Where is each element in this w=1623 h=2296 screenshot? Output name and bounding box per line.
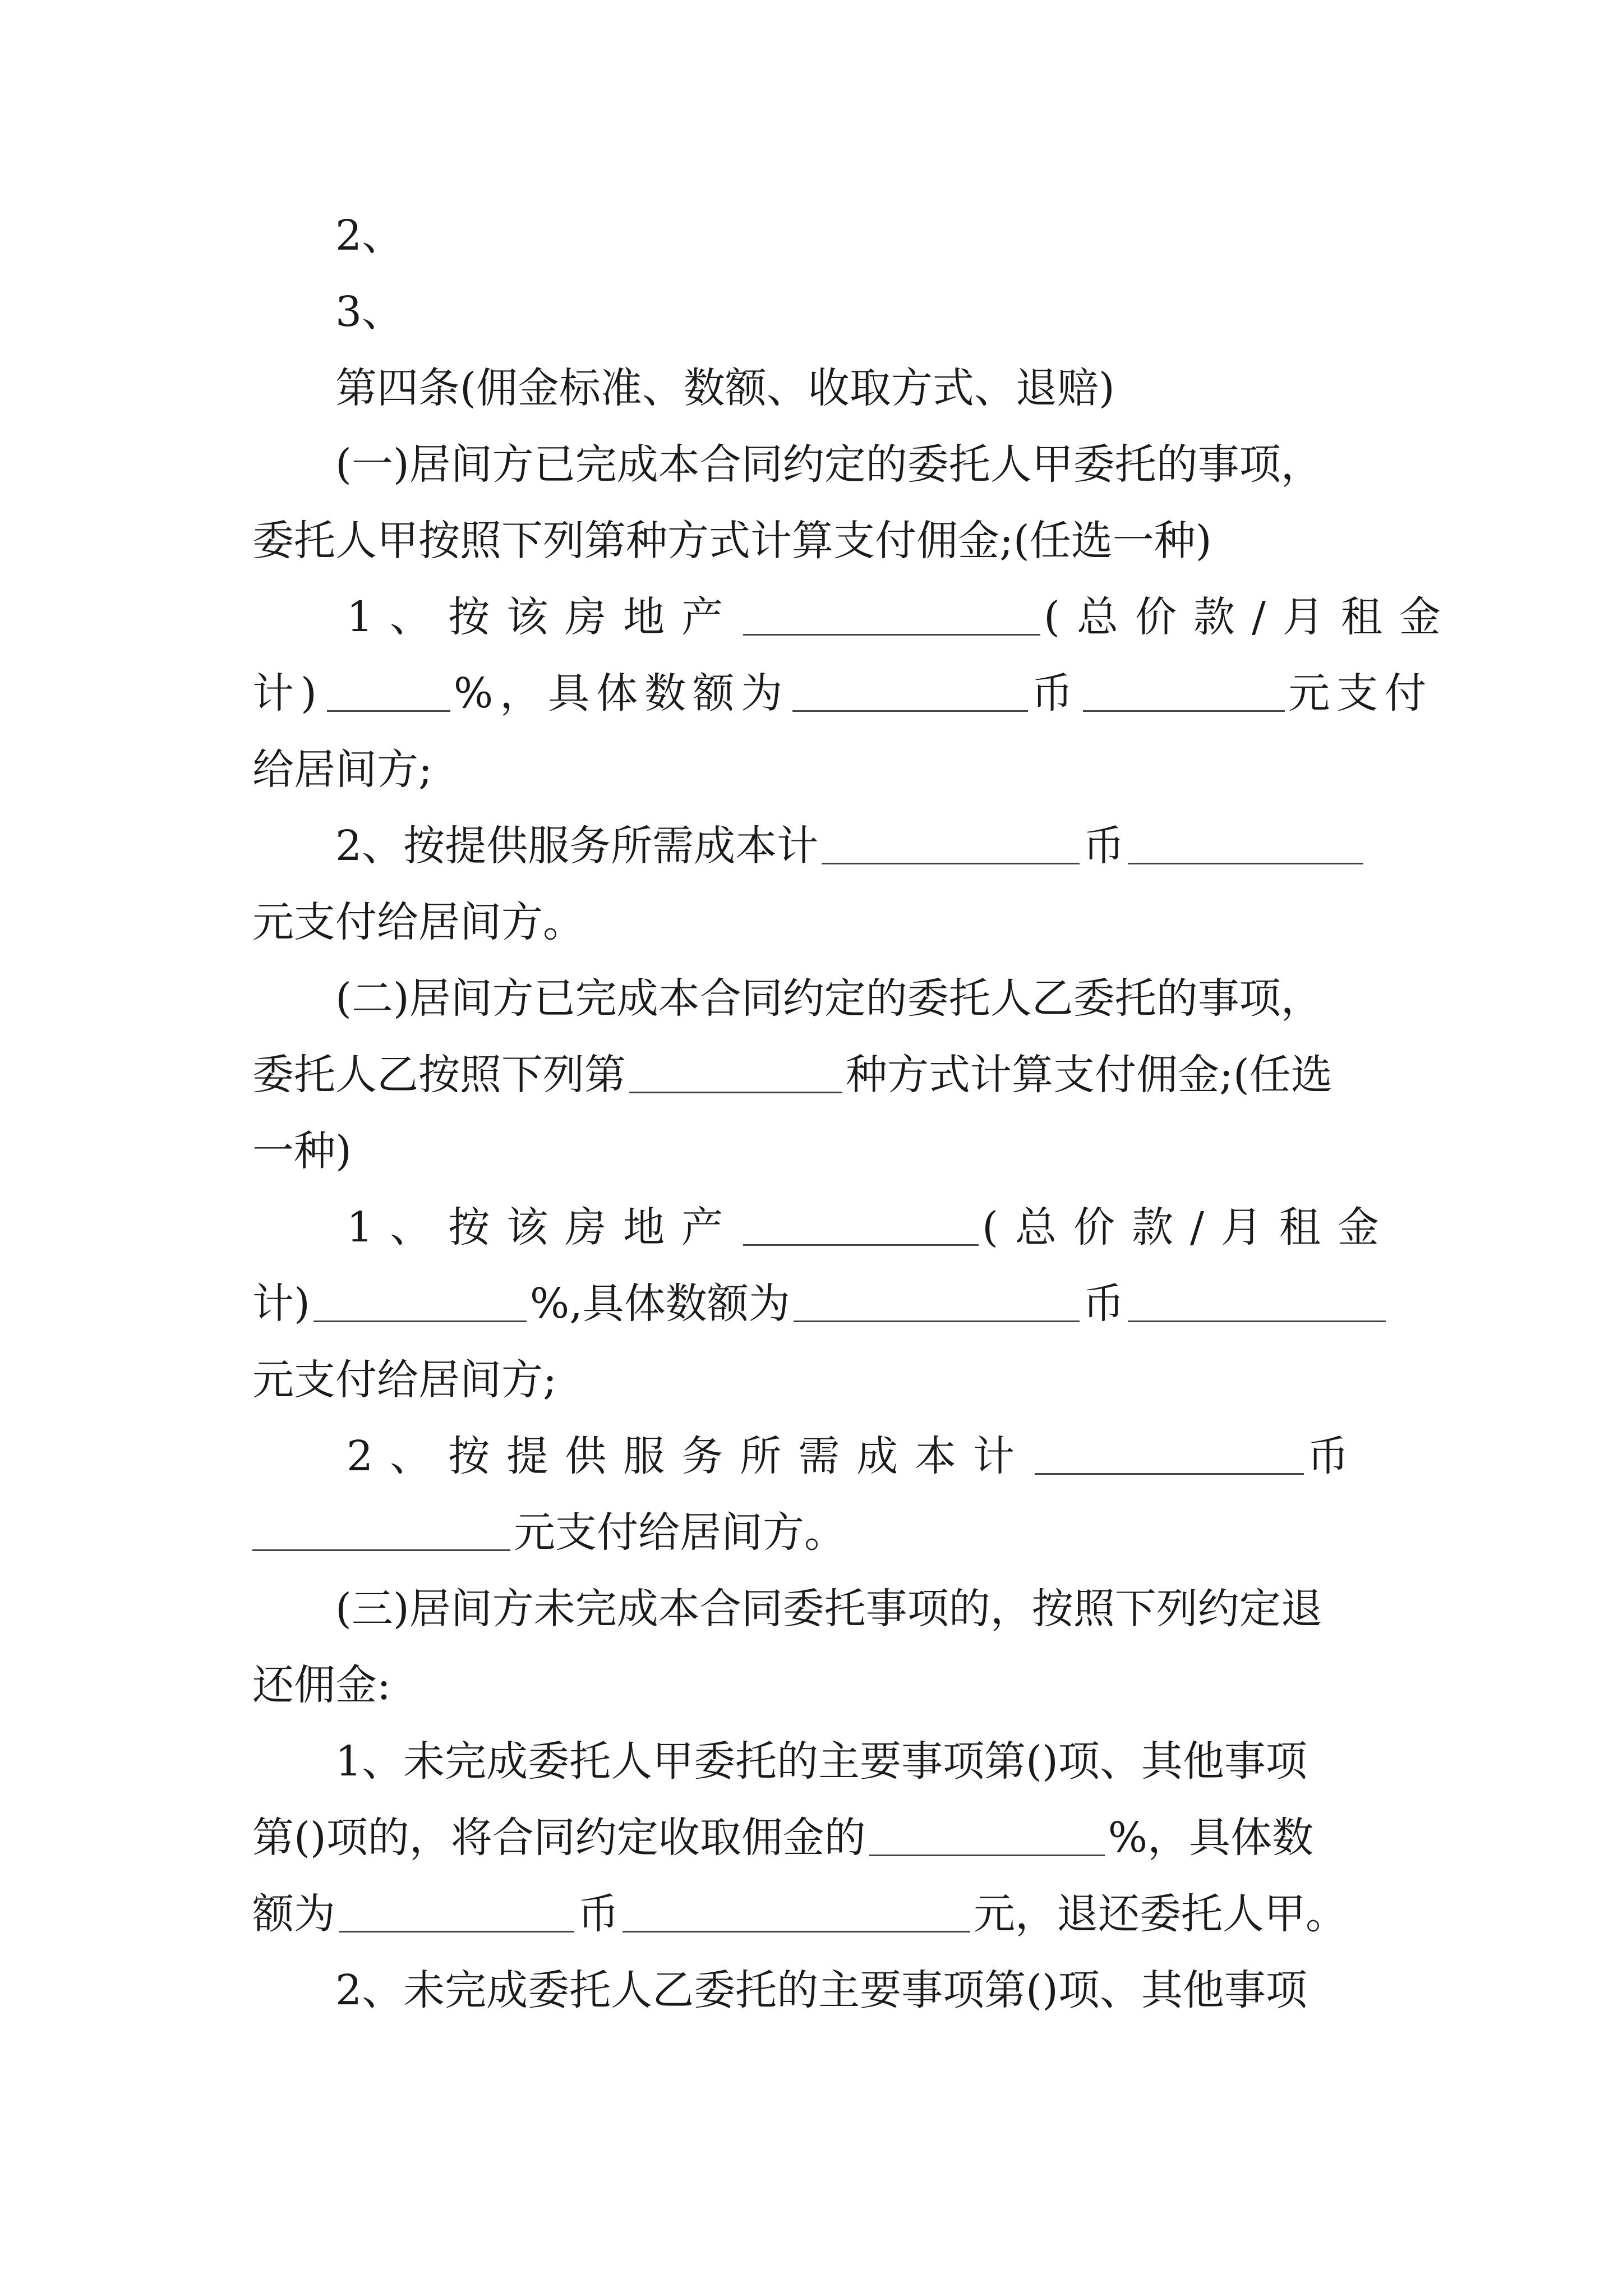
text-segment: %，具体数 [1108,1814,1314,1862]
fill-blank[interactable] [794,1276,1080,1322]
text-segment: 币 [1083,822,1125,870]
paragraph-line: (一)居间方已完成本合同约定的委托人甲委托的事项， [335,440,1322,489]
fill-blank[interactable] [629,1047,842,1093]
paragraph-line [252,1880,1391,1948]
paragraph-line: 一种) [252,1127,352,1175]
fill-blank[interactable] [252,1504,510,1551]
paragraph-line [252,1499,1391,1566]
fill-blank[interactable] [339,1886,574,1932]
paragraph-line [252,812,1474,880]
text-segment: 币 [1082,1280,1124,1328]
text-segment: 1、按该房地产 [347,593,740,641]
text-segment: 币 [1031,669,1080,717]
text-segment: 2、按提供服务所需成本计 [335,822,819,870]
text-segment: %,具体数额为 [529,1280,790,1328]
fill-blank[interactable] [822,818,1080,864]
fill-blank[interactable] [1035,1428,1304,1475]
text-segment: 第()项的，将合同约定收取佣金的 [252,1814,866,1862]
fill-blank[interactable] [1083,665,1285,712]
fill-blank[interactable] [743,1199,979,1246]
text-segment: 元，退还委托人甲。 [974,1890,1347,1938]
paragraph-line [252,1423,1485,1490]
paragraph-line: 2、未完成委托人乙委托的主要事项第()项、其他事项 [335,1966,1307,2014]
fill-blank[interactable] [869,1810,1105,1856]
text-segment: 币 [578,1890,619,1938]
paragraph-line [252,1194,1485,1261]
paragraph-line [252,1041,1391,1108]
fill-blank[interactable] [792,665,1028,712]
paragraph-line [252,1270,1391,1337]
text-segment: 种方式计算支付佣金;(任选 [846,1051,1332,1099]
paragraph-line: 1、未完成委托人甲委托的主要事项第()项、其他事项 [335,1737,1307,1786]
text-segment: 计) [252,1280,310,1328]
article-heading: 第四条(佣金标准、数额、收取方式、退赔) [335,364,1115,412]
paragraph-line: 元支付给居间方; [252,1356,557,1404]
text-segment: 额为 [252,1890,335,1938]
paragraph-line [252,660,1433,727]
paragraph-line: (二)居间方已完成本合同约定的委托人乙委托的事项， [335,974,1322,1023]
fill-blank[interactable] [1128,818,1363,864]
text-segment: (总价款/月租金 [1044,593,1458,641]
list-item-2: 2、 [335,211,404,260]
fill-blank[interactable] [623,1886,970,1932]
paragraph-line [252,1804,1391,1871]
text-segment: 币 [1307,1432,1366,1480]
fill-blank[interactable] [743,589,1040,636]
text-segment: 1、按该房地产 [347,1203,740,1251]
text-segment: (总价款/月租金 [982,1203,1396,1251]
text-segment: 2、按提供服务所需成本计 [347,1432,1032,1480]
paragraph-line: (三)居间方未完成本合同委托事项的，按照下列约定退 [335,1585,1322,1633]
text-segment: 委托人乙按照下列第 [252,1051,626,1099]
text-segment: %，具体数额为 [453,669,790,717]
text-segment: 元支付给居间方。 [514,1508,846,1557]
fill-blank[interactable] [313,1276,527,1322]
list-item-3: 3、 [335,288,404,336]
paragraph-line: 给居间方; [252,746,432,794]
paragraph-line: 还佣金: [252,1661,391,1709]
paragraph-line: 委托人甲按照下列第种方式计算支付佣金;(任选一种) [252,517,1212,565]
fill-blank[interactable] [1128,1276,1386,1322]
text-segment: 元支付 [1288,669,1433,717]
text-segment: 计) [252,669,324,717]
fill-blank[interactable] [327,665,450,712]
paragraph-line: 元支付给居间方。 [252,898,584,946]
paragraph-line [252,583,1485,651]
